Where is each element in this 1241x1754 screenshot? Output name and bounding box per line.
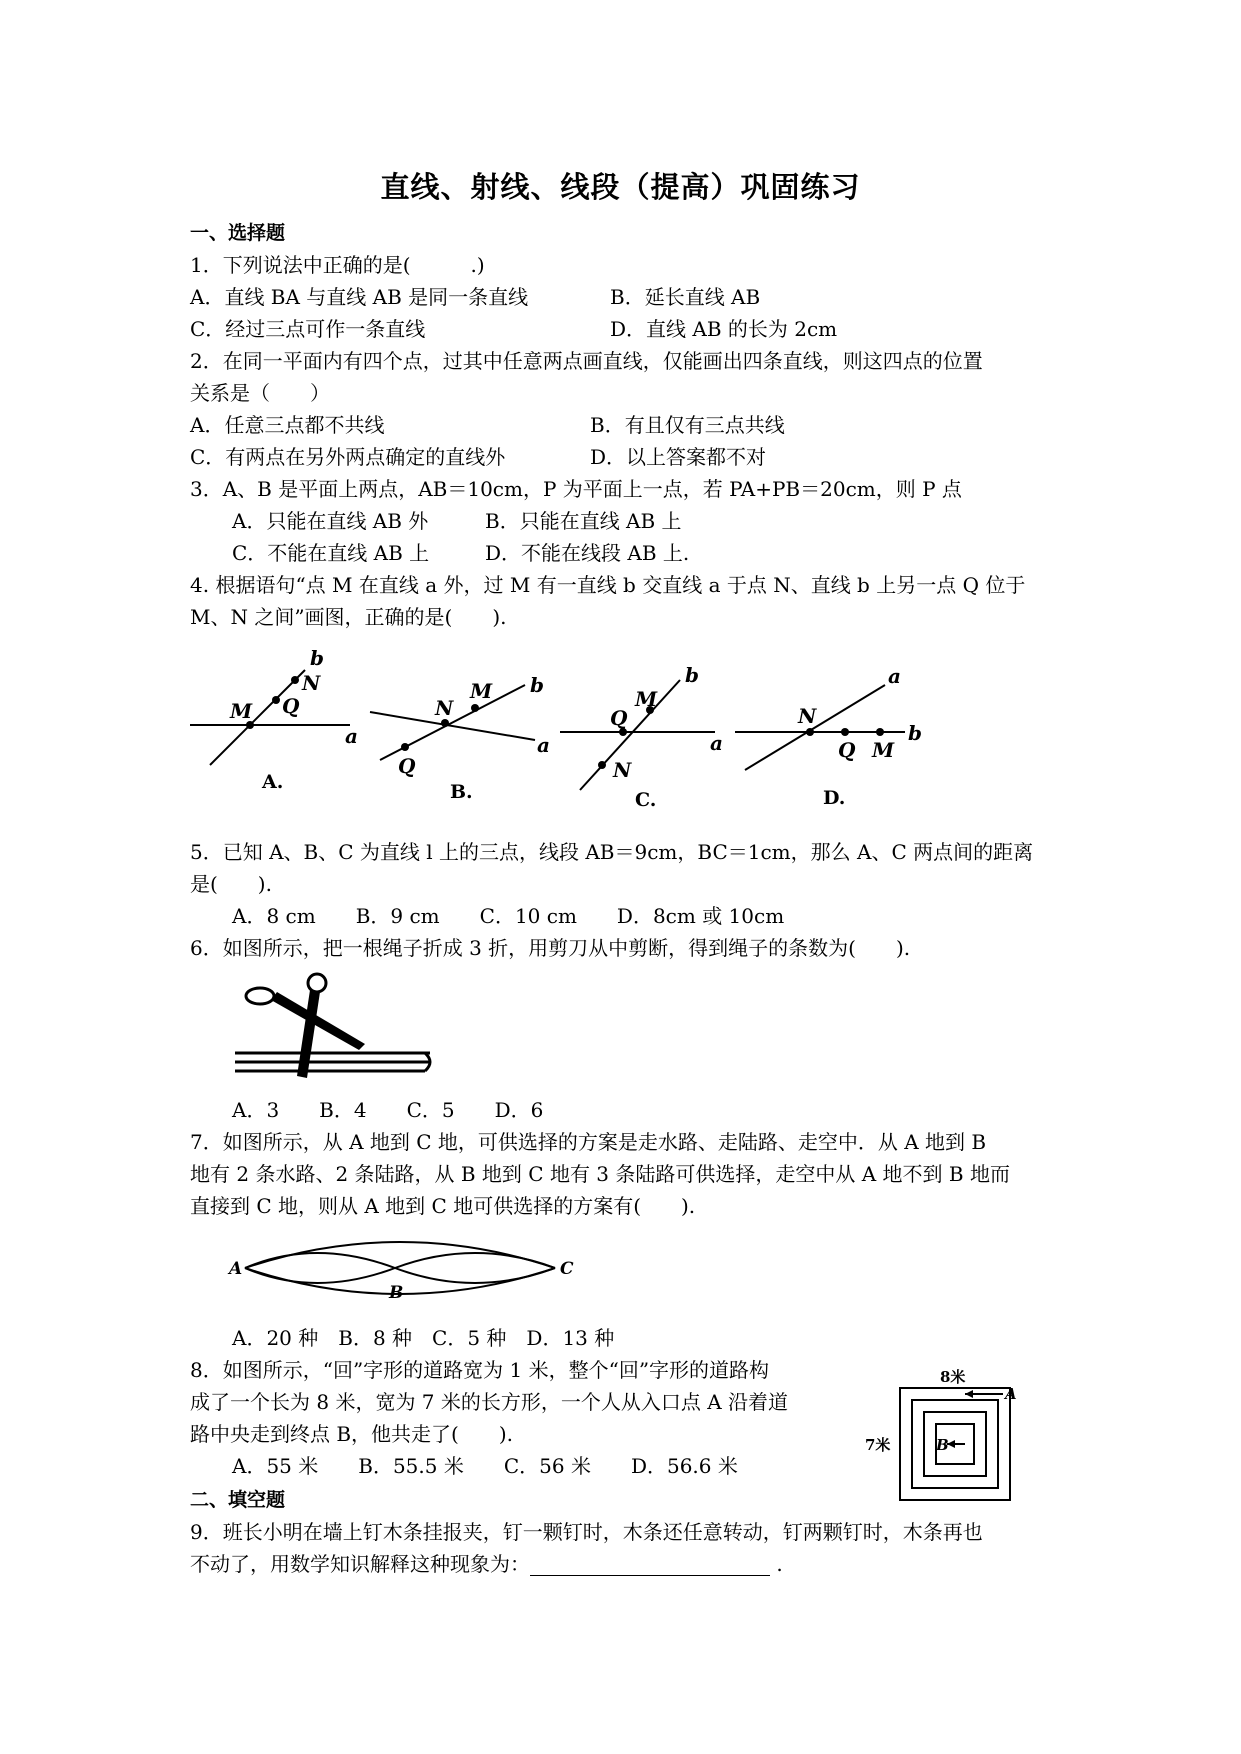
scissors-ring-left (246, 988, 274, 1004)
q2-option-a: A．任意三点都不共线 (190, 413, 385, 437)
q9-end-period: . (776, 1552, 783, 1576)
fig-a-caption: A. (262, 771, 284, 793)
section-choice-heading: 一、选择题 (190, 222, 286, 244)
fig-d-label-m: M (872, 738, 895, 762)
q8-stem-line3: 路中央走到终点 B，他共走了( ). (190, 1422, 514, 1446)
fig-c-label-n: N (613, 758, 632, 782)
q9-stem-text: 不动了，用数学知识解释这种现象为： (190, 1552, 530, 1576)
route-diagram (225, 1228, 575, 1308)
fig-b-label-n: N (435, 696, 454, 720)
q4-stem-line1: 4. 根据语句“点 M 在直线 a 外，过 M 有一直线 b 交直线 a 于点 N、直线 b 上另一点 Q 位于 (190, 573, 1026, 597)
road-label-b: B (936, 1436, 949, 1454)
q7-stem-line3: 直接到 C 地，则从 A 地到 C 地可供选择的方案有( ). (190, 1194, 696, 1218)
q2-option-c: C．有两点在另外两点确定的直线外 (190, 445, 506, 469)
q5-stem-line1: 5．已知 A、B、C 为直线 l 上的三点，线段 AB＝9cm，BC＝1cm，那么 A、C 两点间的距离 (190, 840, 1034, 864)
route-label-b: B (389, 1283, 404, 1303)
q9-answer-blank[interactable] (530, 1555, 770, 1576)
q1-option-b: B．延长直线 AB (610, 285, 761, 309)
q1-stem: 1．下列说法中正确的是( .) (190, 253, 485, 277)
q3-option-b: B．只能在直线 AB 上 (485, 509, 682, 533)
fig-b-label-a: a (537, 733, 550, 757)
q4-figure (180, 640, 940, 810)
q8-options: A．55 米 B．55.5 米 C．56 米 D．56.6 米 (232, 1454, 738, 1478)
q9-stem-line1: 9．班长小明在墙上钉木条挂报夹，钉一颗钉时，木条还任意转动，钉两颗钉时，木条再也 (190, 1520, 983, 1544)
q7-stem-line2: 地有 2 条水路、2 条陆路，从 B 地到 C 地有 3 条陆路可供选择，走空中从 A 地不到 B 地而 (190, 1162, 1010, 1186)
road-width-label: 8米 (940, 1368, 966, 1386)
fig-b-label-m: M (470, 679, 493, 703)
q5-options: A．8 cm B．9 cm C．10 cm D．8cm 或 10cm (232, 904, 785, 928)
q1-option-a: A．直线 BA 与直线 AB 是同一条直线 (190, 285, 529, 309)
q2-stem-line1: 2．在同一平面内有四个点，过其中任意两点画直线，仅能画出四条直线，则这四点的位置 (190, 349, 983, 373)
fig-c-label-m: M (635, 687, 658, 711)
fig-a-label-n: N (302, 671, 321, 695)
fig-c-label-a: a (710, 731, 723, 755)
fig-d-label-q: Q (838, 738, 856, 762)
section-fill-heading: 二、填空题 (190, 1489, 286, 1511)
q3-option-d: D．不能在线段 AB 上. (485, 541, 690, 565)
q7-stem-line1: 7．如图所示，从 A 地到 C 地，可供选择的方案是走水路、走陆路、走空中．从 A 地到 B (190, 1130, 987, 1154)
fig-a-label-q: Q (282, 694, 300, 718)
road-height-label: 7米 (865, 1436, 891, 1454)
q8-stem-line1: 8．如图所示，“回”字形的道路宽为 1 米，整个“回”字形的道路构 (190, 1358, 770, 1382)
fig-d-label-n: N (798, 704, 817, 728)
road-label-a: A (1005, 1385, 1017, 1403)
fig-d-label-a: a (888, 664, 901, 688)
q4-stem-line2: M、N 之间”画图，正确的是( ). (190, 605, 507, 629)
fig-a-label-a: a (345, 724, 358, 748)
fig-b-label-q: Q (398, 754, 416, 778)
q7-options: A．20 种 B．8 种 C．5 种 D．13 种 (232, 1326, 615, 1350)
q8-stem-line2: 成了一个长为 8 米，宽为 7 米的长方形，一个人从入口点 A 沿着道 (190, 1390, 789, 1414)
road-maze-figure (865, 1368, 1025, 1508)
q5-stem-line2: 是( ). (190, 872, 272, 896)
fig-c-caption: C. (635, 789, 657, 810)
fig-c-label-q: Q (610, 706, 628, 730)
fig-a-label-b: b (310, 646, 324, 670)
q3-stem: 3．A、B 是平面上两点，AB＝10cm，P 为平面上一点，若 PA+PB＝20cm，则 P 点 (190, 477, 962, 501)
entrance-arrow-icon (965, 1390, 973, 1398)
fig-b-label-b: b (530, 673, 544, 697)
page-title: 直线、射线、线段（提高）巩固练习 (380, 170, 861, 204)
scissors-rope-figure (225, 968, 445, 1088)
fig-d-label-b: b (908, 721, 922, 745)
q3-option-a: A．只能在直线 AB 外 (232, 509, 429, 533)
q1-option-d: D．直线 AB 的长为 2cm (610, 317, 838, 341)
q2-stem-line2: 关系是（ ） (190, 381, 330, 405)
q9-stem-line2 (190, 1552, 783, 1576)
q2-option-d: D．以上答案都不对 (590, 445, 767, 469)
fig-d-caption: D. (823, 787, 846, 809)
fig-c-label-b: b (685, 663, 699, 687)
route-label-c: C (560, 1259, 574, 1279)
scissors-ring-top (308, 974, 326, 992)
q2-option-b: B．有且仅有三点共线 (590, 413, 785, 437)
q3-option-c: C．不能在直线 AB 上 (232, 541, 430, 565)
q6-stem: 6．如图所示，把一根绳子折成 3 折，用剪刀从中剪断，得到绳子的条数为( ). (190, 936, 911, 960)
q6-options: A．3 B．4 C．5 D．6 (232, 1098, 544, 1122)
route-label-a: A (229, 1259, 243, 1279)
q1-option-c: C．经过三点可作一条直线 (190, 317, 426, 341)
fig-a-label-m: M (230, 699, 253, 723)
fig-b-caption: B. (450, 781, 473, 803)
